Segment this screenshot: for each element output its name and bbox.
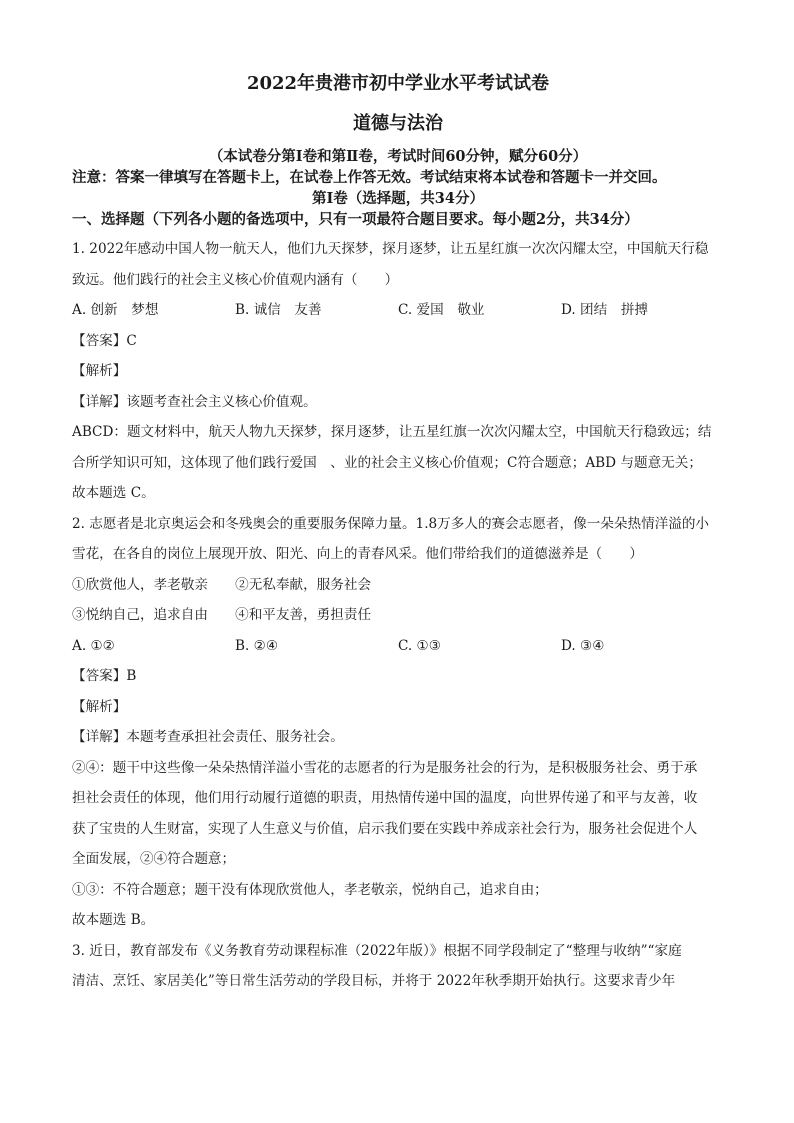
question-stem-line: 雪花，在各自的岗位上展现开放、阳光、向上的青春风采。他们带给我们的道德滋养是（ ） — [72, 546, 643, 562]
explain-line: 故本题选 C。 — [72, 485, 155, 501]
explain-line: ①③：不符合题意；题干没有体现欣赏他人，孝老敬亲，悦纳自己，追求自由； — [72, 881, 548, 898]
explain-line: 故本题选 B。 — [72, 912, 155, 928]
question-stem-line: ①欣赏他人，孝老敬亲 ②无私奉献，服务社会 — [72, 576, 372, 593]
analysis-label: 【解析】 — [72, 698, 127, 715]
explain-line: ②④：题干中这些像一朵朵热情洋溢小雪花的志愿者的行为是服务社会的行为，是积极服务社会、勇于承 — [72, 759, 698, 776]
part-title: 第Ⅰ卷（选择题，共34分） — [312, 190, 484, 207]
explain-line: 获了宝贵的人生财富，实现了人生意义与价值，启示我们要在实践中养成亲社会行为，服务社会促进个人 — [72, 820, 698, 837]
question-stem-line: 3. 近日，教育部发布《义务教育劳动课程标准（2022年版）》根据不同学段制定了“整理与收纳”“家庭 — [72, 942, 682, 959]
question-options — [72, 295, 724, 326]
question-stem-line: 致远。他们践行的社会主义核心价值观内涵有（ ） — [72, 271, 399, 288]
exam-info: （本试卷分第Ⅰ卷和第Ⅱ卷，考试时间60分钟，赋分60分） — [208, 148, 588, 165]
exam-notice: 注意：答案一律填写在答题卡上，在试卷上作答无效。考试结束将本试卷和答题卡一并交回。 — [72, 169, 667, 186]
subject-title: 道德与法治 — [353, 113, 443, 134]
explain-line: 合所学知识可知，这体现了他们践行爱国 、业的社会主义核心价值观；C符合题意；ABD 与题意无关； — [72, 454, 702, 471]
answer-label: 【答案】B — [72, 668, 137, 684]
question-3 — [72, 936, 724, 997]
question-stem-line: 1. 2022年感动中国人物一航天人，他们九天探梦，探月逐梦，让五星红旗一次次闪耀太空，中国航天行稳 — [72, 241, 709, 257]
option-c: C. ①③ — [398, 637, 441, 654]
detail-label: 【详解】该题考查社会主义核心价值观。 — [72, 393, 317, 410]
option-b: B. ②④ — [235, 637, 279, 654]
option-b: B. 诚信 友善 — [235, 302, 322, 318]
explain-line: ABCD：题文材料中，航天人物九天探梦，探月逐梦，让五星红旗一次次闪耀太空，中国航天行稳致远；结 — [72, 424, 712, 440]
question-stem-line: 清洁、烹饪、家居美化”等日常生活劳动的学段目标，并将于 2022年秋季期开始执行。这要求青少年 — [72, 973, 676, 989]
detail-label: 【详解】本题考查承担社会责任、服务社会。 — [72, 729, 344, 745]
option-d: D. 团结 拼搏 — [561, 302, 649, 318]
question-stem-line: ③悦纳自己，追求自由 ④和平友善，勇担责任 — [72, 607, 372, 623]
answer-label: 【答案】C — [72, 332, 137, 349]
question-2 — [72, 509, 724, 936]
exam-title: 2022年贵港市初中学业水平考试试卷 — [246, 73, 550, 94]
explain-line: 担社会责任的体现，他们用行动履行道德的职责，用热情传递中国的温度，向世界传递了和平与友善，收 — [72, 790, 698, 806]
explain-line: 全面发展，②④符合题意； — [72, 851, 236, 867]
option-c: C. 爱国 敬业 — [398, 302, 485, 318]
analysis-label: 【解析】 — [72, 363, 127, 379]
section-title: 一、选择题（下列各小题的备选项中，只有一项最符合题目要求。每小题2分，共34分） — [72, 211, 639, 228]
option-a: A. ①② — [72, 637, 115, 654]
option-d: D. ③④ — [561, 637, 605, 654]
question-options — [72, 631, 724, 662]
question-stem-line: 2. 志愿者是北京奥运会和冬残奥会的重要服务保障力量。1.8万多人的赛会志愿者，像一朵朵热情洋溢的小 — [72, 515, 710, 532]
option-a: A. 创新 梦想 — [72, 302, 159, 318]
question-1 — [72, 234, 724, 509]
